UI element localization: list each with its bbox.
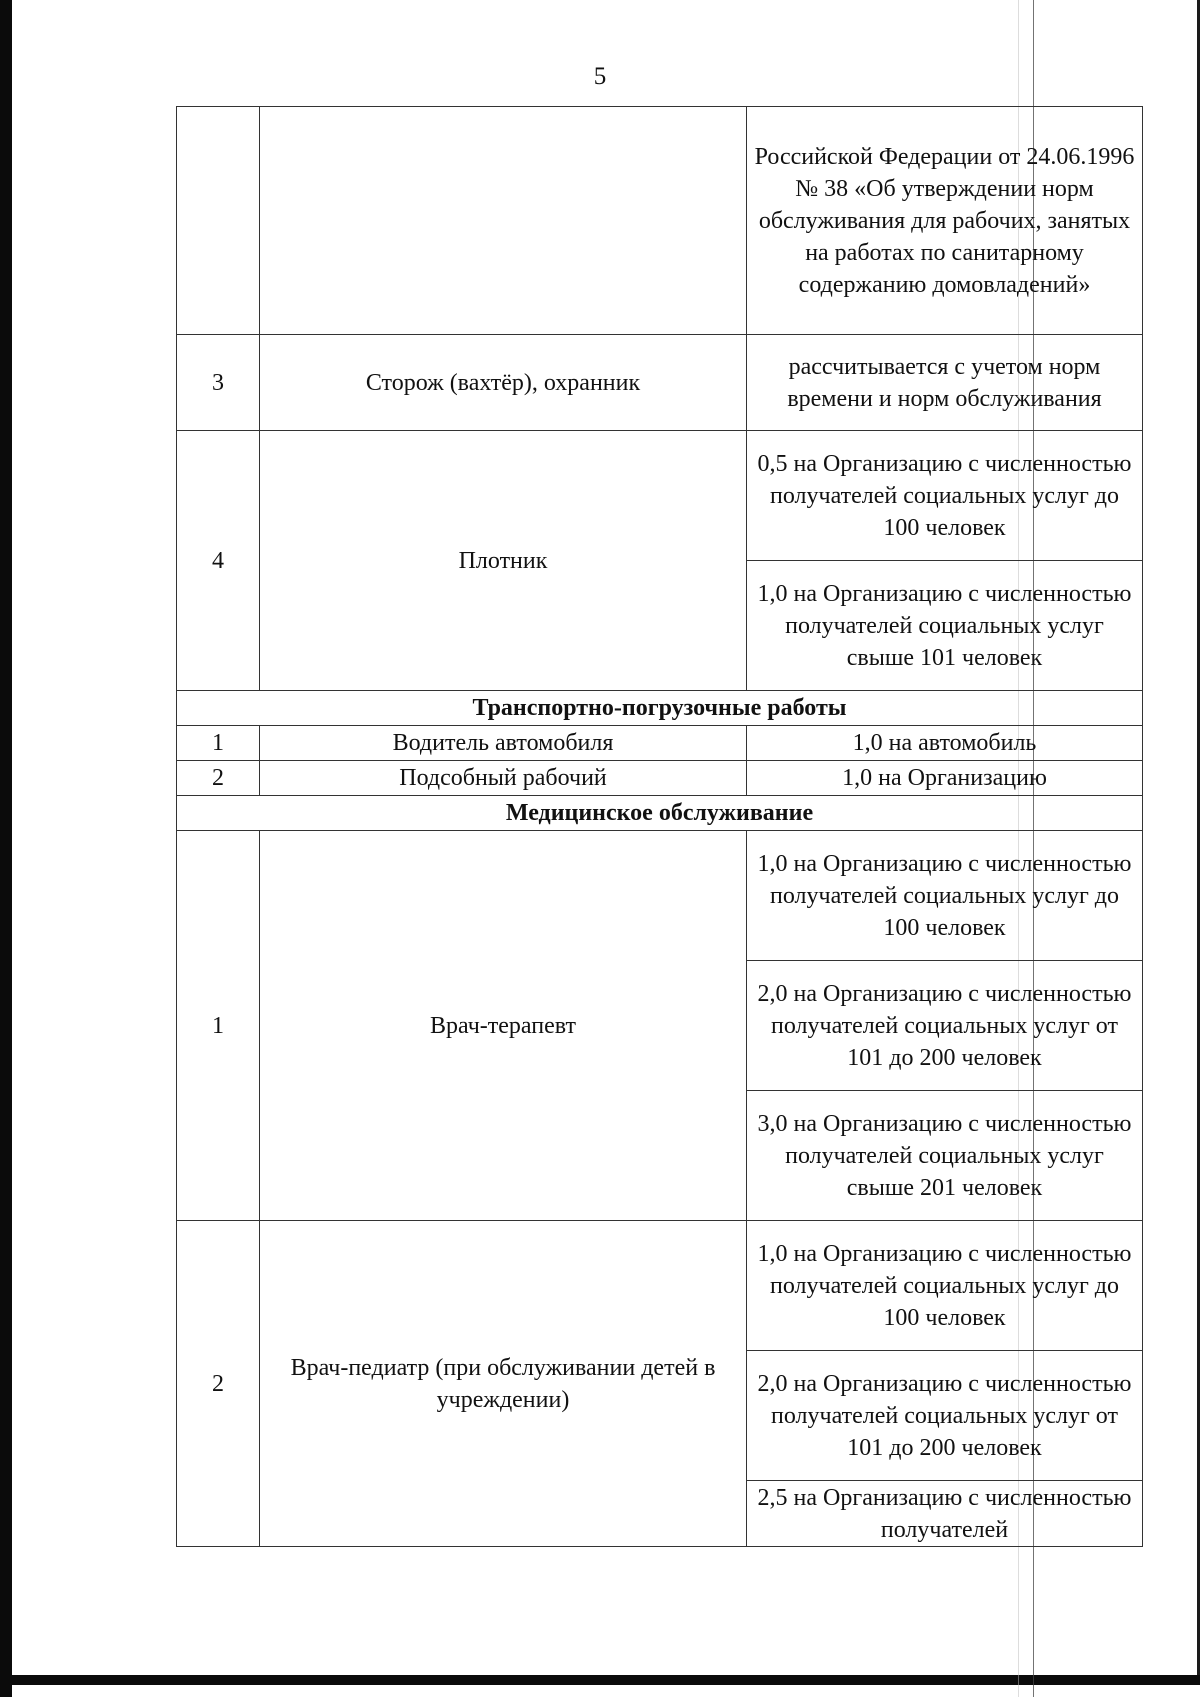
table-row [177, 726, 1143, 761]
position-cell: Сторож (вахтёр), охранник [260, 335, 747, 431]
position-cell: Плотник [260, 431, 747, 691]
section-row [177, 691, 1143, 726]
row-number-cell: 1 [177, 726, 260, 761]
table-row [177, 1221, 1143, 1351]
staffing-table [176, 106, 1143, 1547]
norm-cell: 2,0 на Организацию с численностью получателей социальных услуг от 101 до 200 человек [747, 961, 1143, 1091]
row-number-cell: 1 [177, 831, 260, 1221]
norm-cell: Российской Федерации от 24.06.1996 № 38 «Об утверждении норм обслуживания для рабочих, занятых на работах по санитарному содержанию домовладений» [747, 107, 1143, 335]
section-row [177, 796, 1143, 831]
row-number-cell [177, 107, 260, 335]
position-cell [260, 107, 747, 335]
section-heading: Транспортно-погрузочные работы [177, 691, 1143, 726]
position-cell: Врач-педиатр (при обслуживании детей в учреждении) [260, 1221, 747, 1547]
table-row [177, 831, 1143, 961]
position-cell: Водитель автомобиля [260, 726, 747, 761]
norm-cell: 1,0 на Организацию [747, 761, 1143, 796]
norm-cell: 2,5 на Организацию с численностью получателей [747, 1481, 1143, 1547]
norm-cell: 1,0 на Организацию с численностью получателей социальных услуг свыше 101 человек [747, 561, 1143, 691]
row-number-cell: 2 [177, 1221, 260, 1547]
table-row [177, 431, 1143, 561]
row-number-cell: 2 [177, 761, 260, 796]
norm-cell: 0,5 на Организацию с численностью получателей социальных услуг до 100 человек [747, 431, 1143, 561]
norm-cell: 3,0 на Организацию с численностью получателей социальных услуг свыше 201 человек [747, 1091, 1143, 1221]
page-number: 5 [593, 63, 607, 90]
norm-cell: 1,0 на Организацию с численностью получателей социальных услуг до 100 человек [747, 1221, 1143, 1351]
norm-cell: 2,0 на Организацию с численностью получателей социальных услуг от 101 до 200 человек [747, 1351, 1143, 1481]
position-cell: Врач-терапевт [260, 831, 747, 1221]
norm-cell: 1,0 на Организацию с численностью получателей социальных услуг до 100 человек [747, 831, 1143, 961]
table-row [177, 107, 1143, 335]
row-number-cell: 3 [177, 335, 260, 431]
table-row [177, 761, 1143, 796]
row-number-cell: 4 [177, 431, 260, 691]
table-row [177, 335, 1143, 431]
scan-left-edge [0, 0, 12, 1697]
position-cell: Подсобный рабочий [260, 761, 747, 796]
norm-cell: рассчитывается с учетом норм времени и норм обслуживания [747, 335, 1143, 431]
scan-bottom-edge [0, 1675, 1200, 1685]
section-heading: Медицинское обслуживание [177, 796, 1143, 831]
norm-cell: 1,0 на автомобиль [747, 726, 1143, 761]
